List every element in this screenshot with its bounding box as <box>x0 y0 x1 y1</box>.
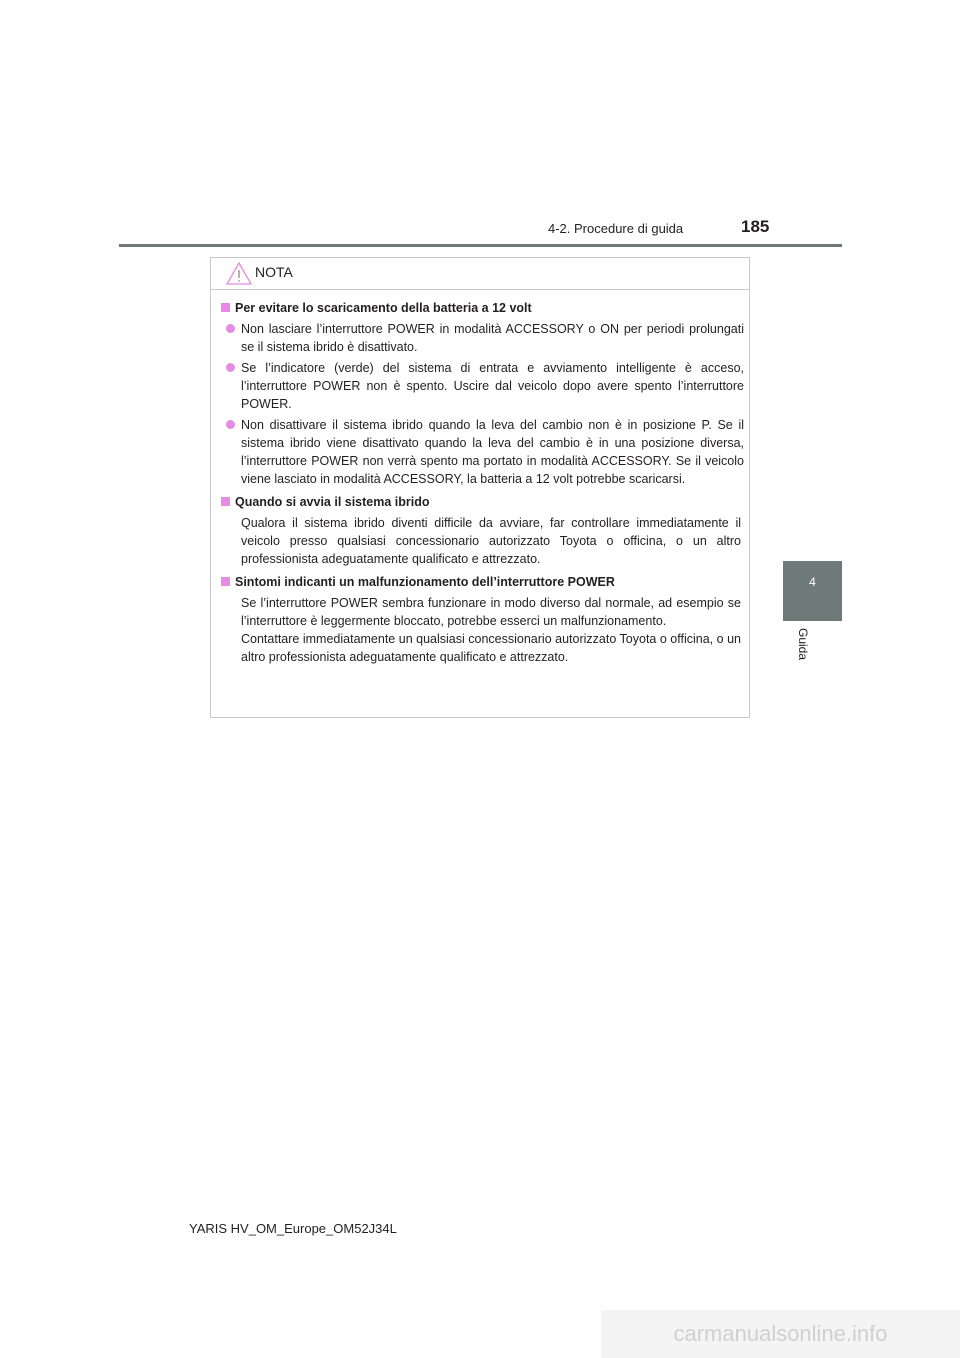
chapter-tab-label: Guida <box>796 628 810 661</box>
list-item-text: Non lasciare l’interruttore POWER in modalità ACCESSORY o ON per periodi prolungati se il sistema ibrido è disattivato. <box>241 322 744 354</box>
list-item <box>218 359 744 413</box>
header-rule <box>119 244 842 247</box>
list-item <box>218 320 744 356</box>
list-item-text: Se l’indicatore (verde) del sistema di entrata e avviamento intelligente è acceso, l’interruttore POWER non è spento. Uscire dal veicolo dopo avere spento l’interruttore POWER. <box>241 361 744 411</box>
note-box <box>210 257 750 718</box>
paragraph: Se l’interruttore POWER sembra funzionare in modo diverso dal normale, ad esempio se l’interruttore è leggermente bloccato, potrebbe esserci un malfunzionamento. <box>241 596 741 628</box>
paragraph: Qualora il sistema ibrido diventi difficile da avviare, far controllare immediatamente il veicolo presso qualsiasi concessionario autorizzato Toyota o officina, o un altro professionista adeguatamente qualificato e attrezzato. <box>241 516 741 566</box>
square-bullet-icon <box>221 497 230 506</box>
watermark: carmanualsonline.info <box>601 1310 960 1358</box>
section-title-text: Quando si avvia il sistema ibrido <box>235 495 430 509</box>
circle-bullet-icon <box>226 420 235 429</box>
note-body <box>218 299 744 666</box>
list-item <box>218 416 744 488</box>
square-bullet-icon <box>221 577 230 586</box>
warning-triangle-icon <box>226 262 252 285</box>
chapter-tab-number: 4 <box>809 575 816 589</box>
section-title-text: Sintomi indicanti un malfunzionamento dell’interruttore POWER <box>235 575 615 589</box>
list-item-text: Non disattivare il sistema ibrido quando la leva del cambio non è in posizione P. Se il sistema ibrido viene disattivato quando la leva del cambio è in una posizione diversa, l’interruttore POWER non verrà spento ma portato in modalità ACCESSORY. Se il veicolo viene lasciato in modalità ACCESSORY, la batteria a 12 volt potrebbe scaricarsi. <box>241 418 744 486</box>
header-section-title: 4-2. Procedure di guida <box>548 221 684 236</box>
section-title <box>218 493 744 511</box>
circle-bullet-icon <box>226 363 235 372</box>
note-title: NOTA <box>255 264 293 280</box>
section-title-text: Per evitare lo scaricamento della batteria a 12 volt <box>235 301 532 315</box>
footer-document-code: YARIS HV_OM_Europe_OM52J34L <box>189 1221 397 1236</box>
section-title <box>218 573 744 591</box>
square-bullet-icon <box>221 303 230 312</box>
section-title <box>218 299 744 317</box>
paragraph: Contattare immediatamente un qualsiasi concessionario autorizzato Toyota o officina, o un altro professionista adeguatamente qualificato e attrezzato. <box>241 632 741 664</box>
chapter-tab <box>783 561 842 621</box>
circle-bullet-icon <box>226 324 235 333</box>
note-header <box>211 258 749 290</box>
page-number: 185 <box>741 217 770 236</box>
